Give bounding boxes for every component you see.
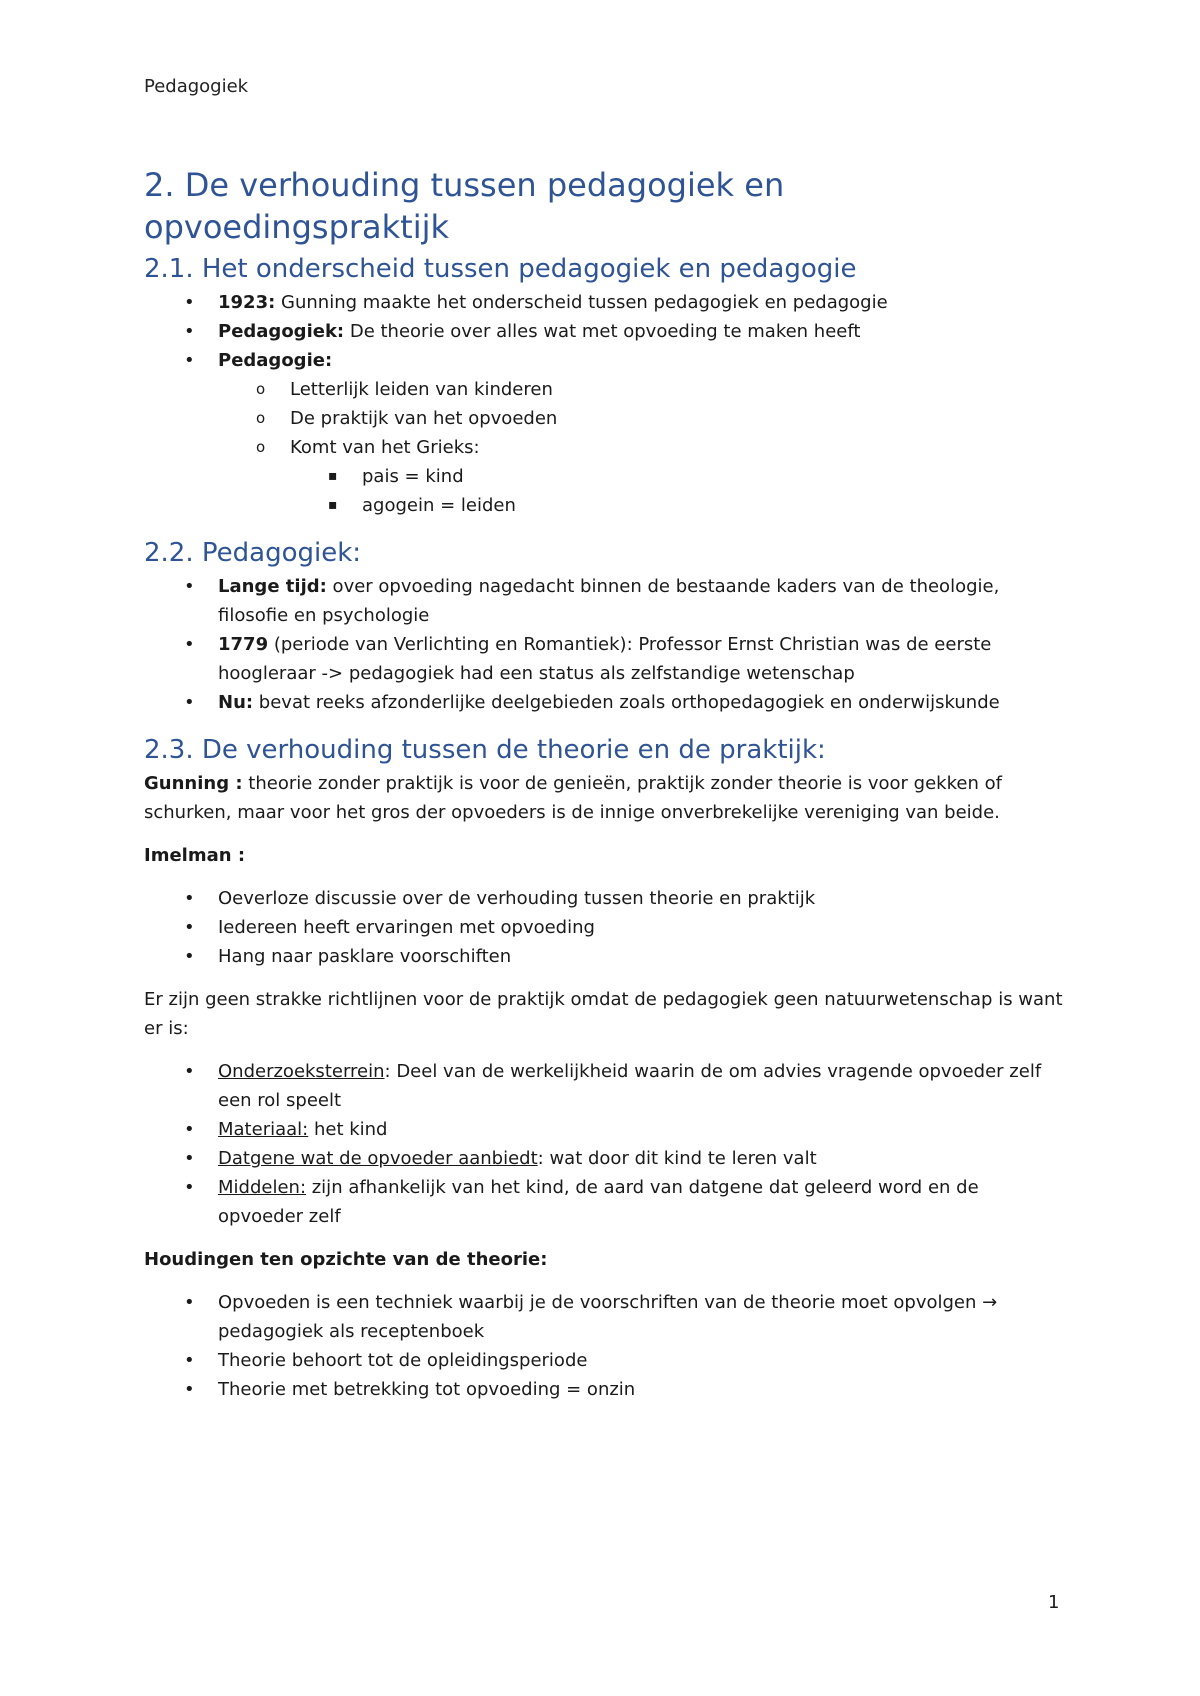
list-item: • Oeverloze discussie over de verhouding tussen theorie en praktijk [144,884,1064,913]
list-item [144,346,1064,375]
item-text: zijn afhankelijk van het kind, de aard van datgene dat geleerd word en de opvoeder zelf [218,1177,979,1227]
list-item [144,688,1064,717]
bold-label: Gunning : [144,773,243,794]
section-heading-2-2: 2.2. Pedagogiek: [144,538,362,568]
list-item: ▪ pais = kind [144,462,1064,491]
item-text: : Deel van de werkelijkheid waarin de om advies vragende opvoeder zelf een rol speelt [218,1061,1042,1111]
item-text: Gunning maakte het onderscheid tussen pedagogiek en pedagogie [275,292,888,313]
document-body [144,164,1064,1404]
section-heading-2-1: 2.1. Het onderscheid tussen pedagogiek en pedagogie [144,254,857,284]
chapter-title: 2. De verhouding tussen pedagogiek en opvoedingspraktijk [144,166,785,246]
item-text: bevat reeks afzonderlijke deelgebieden zoals orthopedagogiek en onderwijskunde [253,692,1000,713]
bold-label: Lange tijd: [218,576,327,597]
underlined-label: Middelen: [218,1177,307,1198]
bullet-list [144,288,1064,375]
item-text: (periode van Verlichting en Romantiek): Professor Ernst Christian was de eerste hoogleraar -> pedagogiek had een status als zelfstandige wetenschap [218,634,992,684]
list-item: • Theorie behoort tot de opleidingsperiode [144,1346,1064,1375]
list-item: • Opvoeden is een techniek waarbij je de voorschriften van de theorie moet opvolgen → pedagogiek als receptenboek [144,1288,1064,1346]
body-paragraph: Er zijn geen strakke richtlijnen voor de praktijk omdat de pedagogiek geen natuurwetenschap is want er is: [144,989,1063,1039]
quote-text: theorie zonder praktijk is voor de genieën, praktijk zonder theorie is voor gekken of schurken, maar voor het gros der opvoeders is de innige onverbrekelijke vereniging van beide. [144,773,1002,823]
bullet-list [144,572,1064,717]
underlined-label: Onderzoeksterrein [218,1061,385,1082]
page-number: 1 [1048,1592,1060,1613]
bullet-list [144,884,1064,971]
list-item [144,1173,1064,1231]
list-item: o Komt van het Grieks: [144,433,1064,462]
sub-bullet-list [144,375,1064,462]
list-item [144,317,1064,346]
list-item: o De praktijk van het opvoeden [144,404,1064,433]
list-item [144,630,1064,688]
bold-label: Pedagogiek: [218,321,345,342]
bold-label: Imelman : [144,845,246,866]
bold-label: Houdingen ten opzichte van de theorie: [144,1249,548,1270]
bold-label: 1779 [218,634,269,655]
underlined-label: Materiaal: [218,1119,309,1140]
list-item [144,1115,1064,1144]
list-item: • Theorie met betrekking tot opvoeding = onzin [144,1375,1064,1404]
page-header: Pedagogiek [144,76,249,97]
sub-sub-bullet-list [144,462,1064,520]
list-item: • Iedereen heeft ervaringen met opvoeding [144,913,1064,942]
imelman-label [144,841,1064,870]
item-text: De theorie over alles wat met opvoeding te maken heeft [344,321,861,342]
list-item: o Letterlijk leiden van kinderen [144,375,1064,404]
bold-label: Pedagogie: [218,350,333,371]
underlined-label: Datgene wat de opvoeder aanbiedt [218,1148,538,1169]
item-text: het kind [308,1119,388,1140]
list-item [144,1057,1064,1115]
list-item [144,572,1064,630]
houdingen-label [144,1245,1064,1274]
bullet-list [144,1057,1064,1231]
item-text: : wat door dit kind te leren valt [537,1148,817,1169]
section-heading-2-3: 2.3. De verhouding tussen de theorie en de praktijk: [144,735,826,765]
list-item: ▪ agogein = leiden [144,491,1064,520]
bold-label: 1923: [218,292,276,313]
list-item [144,288,1064,317]
list-item [144,1144,1064,1173]
item-text: over opvoeding nagedacht binnen de bestaande kaders van de theologie, filosofie en psychologie [218,576,1000,626]
bold-label: Nu: [218,692,254,713]
gunning-quote [144,769,1064,827]
bullet-list [144,1288,1064,1404]
list-item: • Hang naar pasklare voorschiften [144,942,1064,971]
